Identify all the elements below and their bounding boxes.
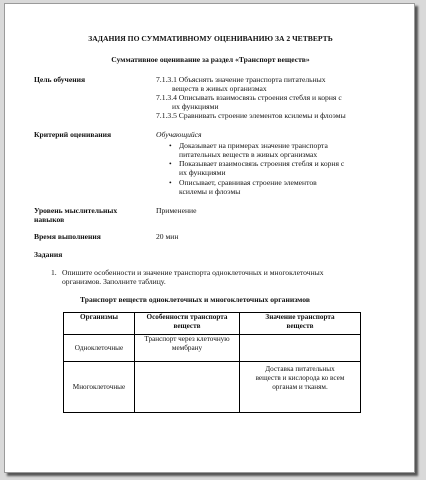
task-text-cont: организмов. Заполните таблицу.: [62, 277, 166, 286]
table-cell-empty: [240, 335, 361, 362]
criteria-intro: Обучающийся: [156, 130, 202, 139]
table-cell: [135, 335, 240, 362]
thinking-level-label: Уровень мыслительных: [34, 206, 118, 215]
learning-goal-label: Цель обучения: [34, 75, 86, 84]
table-header-row: [64, 313, 361, 335]
cell-multicellular-importance-cont: веществ и кислорода ко всем: [255, 374, 345, 382]
time-label: Время выполнения: [34, 232, 101, 241]
thinking-level-label-cont: навыков: [34, 215, 65, 224]
section-subtitle: Суммативное оценивание за раздел «Транспорт веществ»: [111, 55, 310, 64]
header-features: Особенности транспорта: [146, 313, 228, 321]
transport-table: [63, 312, 361, 413]
goal-line: веществ в живых организмах: [172, 84, 267, 93]
header-importance-cont: веществ: [286, 322, 314, 330]
header-features-cont: веществ: [173, 322, 201, 330]
cell-unicellular-features: Транспорт через клеточную: [144, 335, 230, 343]
time-value: 20 мин: [156, 232, 179, 241]
table-cell: [240, 362, 361, 413]
document-title: ЗАДАНИЯ ПО СУММАТИВНОМУ ОЦЕНИВАНИЮ ЗА 2 ЧЕТВЕРТЬ: [88, 34, 333, 43]
task-number: 1.: [51, 268, 57, 277]
cell-multicellular-importance: Доставка питательных: [265, 365, 335, 373]
header-importance: Значение транспорта: [265, 313, 335, 321]
table-cell: [64, 335, 135, 362]
table-row: [64, 335, 361, 362]
table-header-cell: [240, 313, 361, 335]
cell-multicellular-importance-cont: органам и тканям.: [272, 383, 328, 391]
task-text: Опишите особенности и значение транспорта одноклеточных и многоклеточных: [62, 268, 324, 277]
cell-unicellular-features-cont: мембрану: [171, 344, 203, 352]
thinking-level-value: Применение: [156, 206, 197, 215]
cell-unicellular: Одноклеточные: [74, 343, 124, 352]
header-organisms: Организмы: [79, 313, 119, 321]
document-page: [4, 3, 415, 473]
table-cell-empty: [135, 362, 240, 413]
criteria-item-cont: их функциями: [179, 168, 226, 177]
table-cell: [64, 362, 135, 413]
goal-line: 7.1.3.1 Объяснять значение транспорта питательных: [156, 75, 326, 84]
criteria-item-cont: питательных веществ в живых организмах: [179, 150, 318, 159]
table-title: Транспорт веществ одноклеточных и многоклеточных организмов: [80, 295, 310, 304]
goal-line: их функциями: [172, 102, 219, 111]
table-row: [64, 362, 361, 413]
goal-line: 7.1.3.4 Описывать взаимосвязь строения стебля и корня с: [156, 93, 342, 102]
cell-multicellular: Многоклеточные: [72, 382, 126, 391]
table-header-cell: [64, 313, 135, 335]
criteria-item-cont: ксилемы и флоэмы: [179, 187, 241, 196]
tasks-label: Задания: [34, 250, 63, 259]
goal-line: 7.1.3.5 Сравнивать строение элементов ксилемы и флоэмы: [156, 111, 346, 120]
criteria-item: • Доказывает на примерах значение транспорта: [179, 141, 328, 150]
criteria-item: • Показывает взаимосвязь строения стебля и корня с: [179, 159, 344, 168]
criteria-label: Критерий оценивания: [34, 130, 112, 139]
criteria-item: • Описывает, сравнивая строение элементов: [179, 178, 317, 187]
table-header-cell: [135, 313, 240, 335]
